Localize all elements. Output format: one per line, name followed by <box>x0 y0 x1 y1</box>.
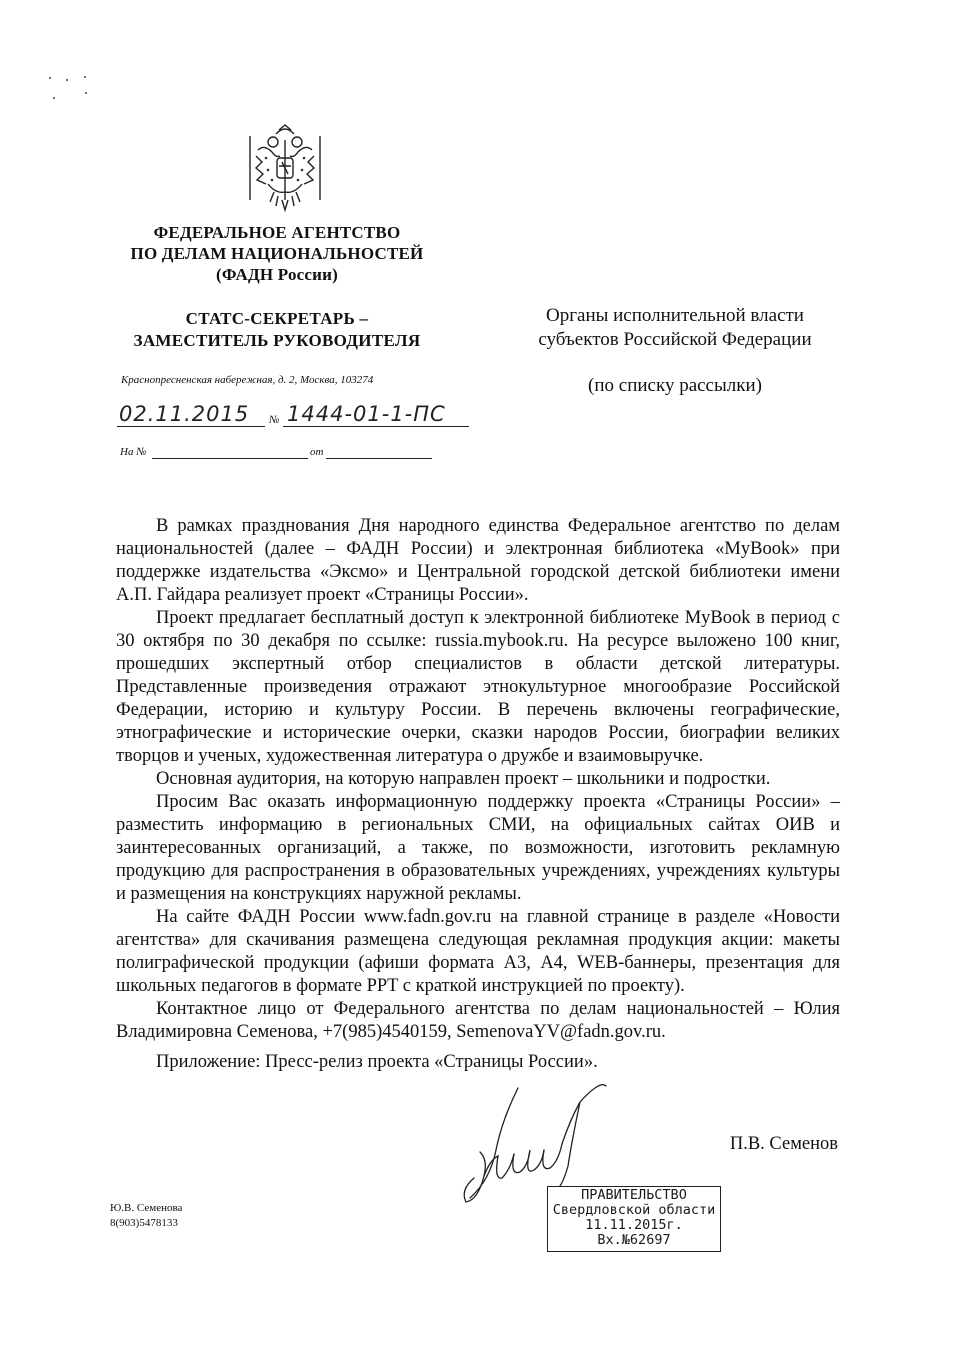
position-line2: ЗАМЕСТИТЕЛЬ РУКОВОДИТЕЛЯ <box>133 331 421 350</box>
body-paragraph-3: Основная аудитория, на которую направлен проект – школьники и подростки. <box>156 769 771 789</box>
incoming-registration-stamp <box>547 1186 721 1252</box>
agency-name-line2: ПО ДЕЛАМ НАЦИОНАЛЬНОСТЕЙ <box>130 244 424 263</box>
mailing-list-note: (по списку рассылки) <box>588 375 762 396</box>
addressee-block <box>512 304 838 352</box>
agency-name-line1: ФЕДЕРАЛЬНОЕ АГЕНТСТВО <box>153 223 401 242</box>
executor-phone: 8(903)5478133 <box>110 1217 178 1229</box>
stamp-incoming-number: Вх.№62697 <box>597 1232 671 1248</box>
executor-block <box>110 1201 182 1231</box>
reference-line <box>120 446 440 462</box>
attachment-note: Приложение: Пресс-релиз проекта «Страницы России». <box>156 1052 598 1072</box>
position-line1: СТАТС-СЕКРЕТАРЬ – <box>185 309 369 328</box>
signatory-name: П.В. Семенов <box>729 1134 838 1154</box>
sender-address: Краснопресненская набережная, д. 2, Москва, 103274 <box>121 374 374 386</box>
scan-specks <box>40 60 100 110</box>
stamp-line2: Свердловской области <box>552 1202 716 1218</box>
sender-position-block <box>112 308 442 352</box>
body-paragraph-2: Проект предлагает бесплатный доступ к электронной библиотеке MyBook в период с 30 октября по 30 декабря по ссылке: russia.mybook.ru. На ресурсе выложено 100 книг, прошедших экспертный отбор специалистов в области детской литературы. Представленные произведения отражают этнокультурное многообразие Российской Федерации, историю и культуру России. В перечень включены географические, этнографические и исторические очерки, сказки народов России, биографии великих творцов и ученых, художественная литература о дружбе и взаимовыручке. <box>116 608 840 766</box>
body-paragraph-5: На сайте ФАДН России www.fadn.gov.ru на главной странице в разделе «Новости агентства» для скачивания размещена следующая рекламная продукция акции: макеты полиграфической продукции (афиши формата А3, А4, WEB-баннеры, презентация для школьных педагогов в формате PPT с краткой инструкцией по проекту). <box>116 907 840 996</box>
reference-from-label: от <box>310 446 324 458</box>
registration-number: 1444-01-1-ПС <box>287 402 446 426</box>
body-paragraph-1: В рамках празднования Дня народного единства Федеральное агентство по делам национальностей (далее – ФАДН России) и электронная библиотека «MyBook» при поддержке издательства «Эксмо» и Центральной городской детской библиотеки имени А.П. Гайдара реализует проект «Страницы России». <box>116 516 840 605</box>
coat-of-arms-emblem <box>246 122 324 218</box>
reference-date-blank <box>326 458 432 459</box>
executor-name: Ю.В. Семенова <box>110 1202 183 1214</box>
number-underline <box>283 426 469 427</box>
agency-name-block <box>112 222 442 285</box>
reference-number-label: На № <box>120 446 147 458</box>
body-paragraph-4: Просим Вас оказать информационную поддержку проекта «Страницы России» – разместить информацию в региональных СМИ, на официальных сайтах ОИВ и заинтересованных организаций, а также, по возможности, изготовить рекламную продукцию для распространения в образовательных учреждениях, учреждениях культуры и размещения на конструкциях наружной рекламы. <box>116 792 840 904</box>
registration-line <box>117 400 477 434</box>
addressee-line1: Органы исполнительной власти <box>546 305 804 326</box>
agency-abbrev: (ФАДН России) <box>215 265 339 284</box>
stamp-line1: ПРАВИТЕЛЬСТВО <box>581 1187 687 1203</box>
body-paragraph-6: Контактное лицо от Федерального агентства по делам национальностей – Юлия Владимировна Семенова, +7(985)4540159, SemenovaYV@fadn.gov.ru. <box>116 999 840 1042</box>
date-underline <box>117 426 265 427</box>
registration-date: 02.11.2015 <box>119 402 250 426</box>
reference-number-blank <box>152 458 308 459</box>
stamp-date: 11.11.2015г. <box>585 1217 683 1233</box>
registration-number-label: № <box>269 414 280 426</box>
addressee-line2: субъектов Российской Федерации <box>538 329 812 350</box>
letter-body <box>116 515 840 1044</box>
